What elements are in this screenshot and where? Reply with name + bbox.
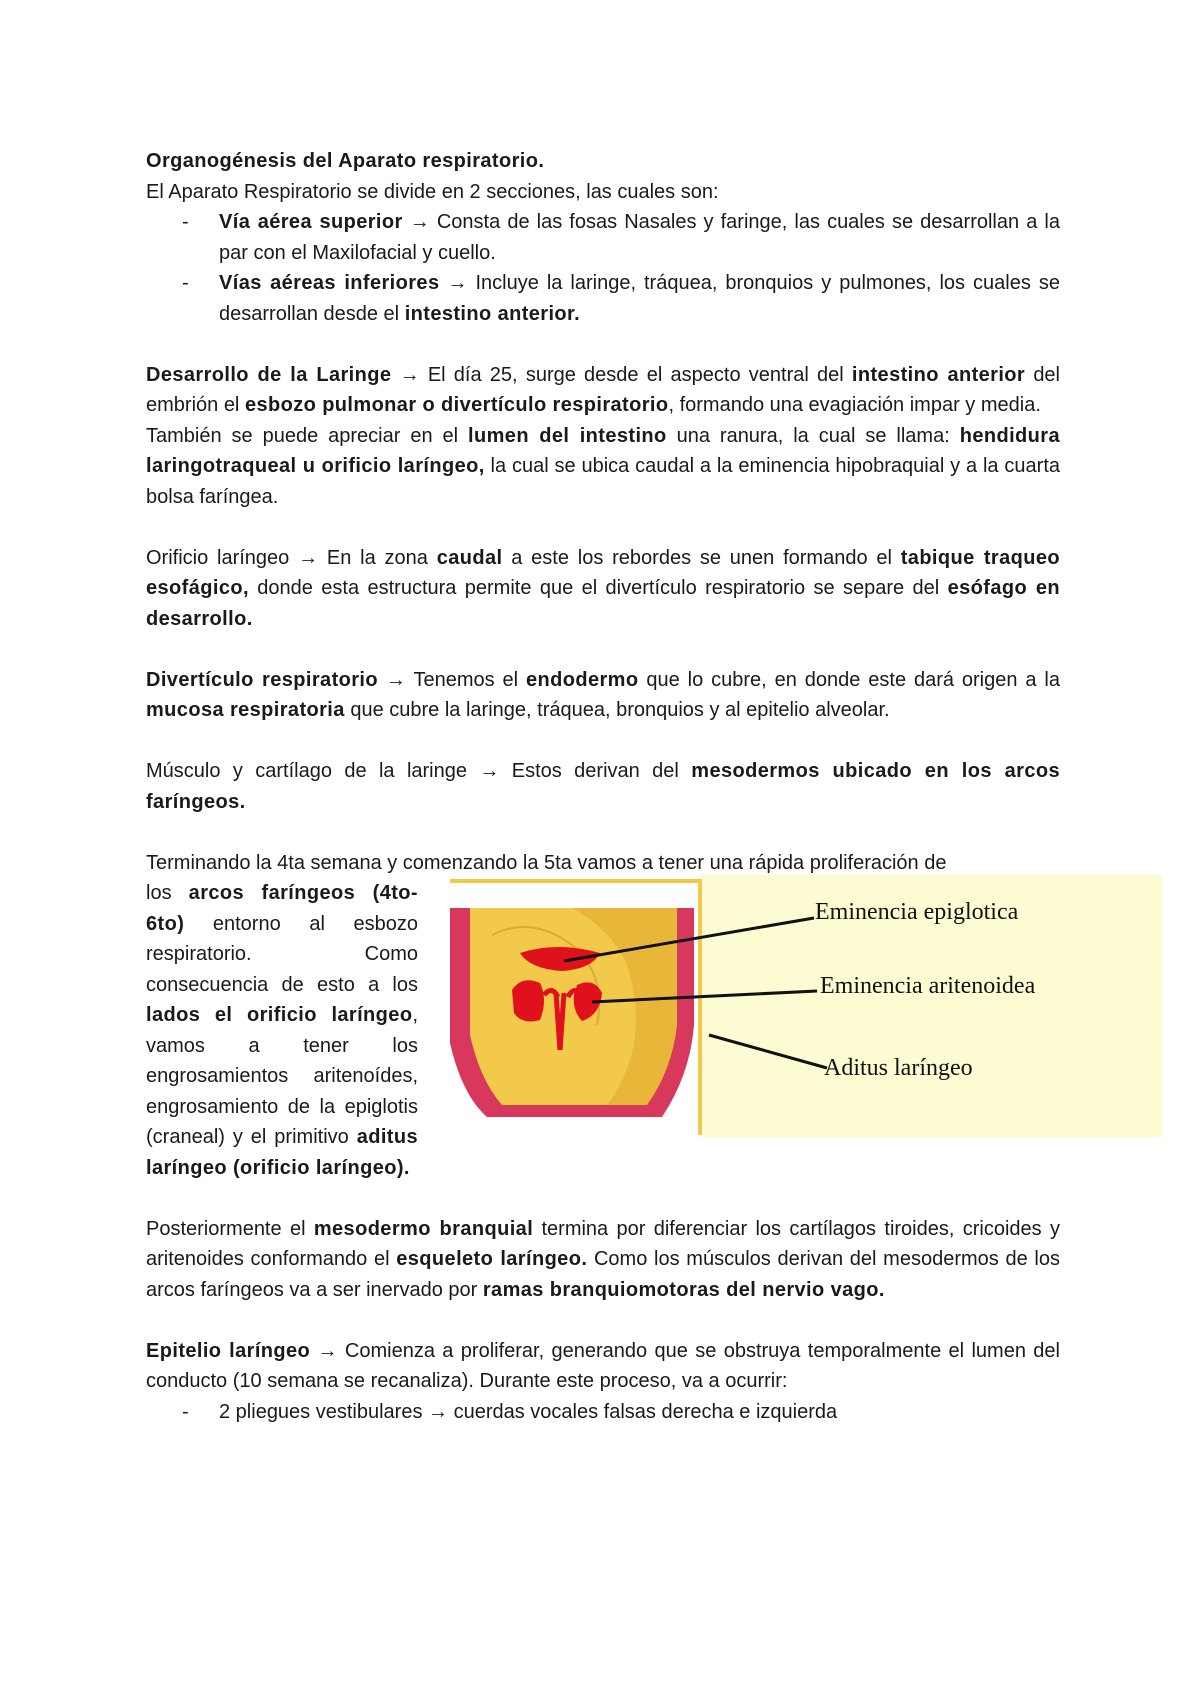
intro-paragraph: El Aparato Respiratorio se divide en 2 secciones, las cuales son:	[146, 180, 719, 203]
epitelio-paragraph: Epitelio laríngeo → Comienza a proliferar, generando que se obstruya temporalmente el lumen del conducto (10 semana se recanaliza). Durante este proceso, va a ocurrir:	[146, 1339, 1060, 1392]
list-item: - 2 pliegues vestibulares → cuerdas vocales falsas derecha e izquierda	[146, 1397, 1060, 1428]
label-eminencia-epiglotica: Eminencia epiglotica	[815, 899, 1019, 925]
label-eminencia-aritenoidea: Eminencia aritenoidea	[820, 973, 1036, 999]
diverticulo-paragraph: Divertículo respiratorio → Tenemos el endodermo que lo cubre, en donde este dará origen a la mucosa respiratoria que cubre la laringe, tráquea, bronquios y al epitelio alveolar.	[146, 668, 1060, 721]
musculo-paragraph: Músculo y cartílago de la laringe → Estos derivan del mesodermos ubicado en los arcos faríngeos.	[146, 760, 1060, 813]
arytenoid-eminence-left	[512, 980, 544, 1021]
label-aditus-laringeo: Aditus laríngeo	[824, 1055, 973, 1081]
epitelio-list	[146, 1397, 1060, 1428]
terminando-intro: Terminando la 4ta semana y comenzando la 5ta vamos a tener una rápida proliferación de	[146, 851, 947, 874]
laringe-paragraph-2: También se puede apreciar en el lumen del intestino una ranura, la cual se llama: hendidura laringotraqueal u orificio laríngeo, la cual se ubica caudal a la eminencia hipobraquial y a la cuarta bolsa faríngea.	[146, 424, 1060, 508]
list-item: - Vía aérea superior → Consta de las fosas Nasales y faringe, las cuales se desarrollan a la par con el Maxilofacial y cuello.	[146, 207, 1060, 268]
larynx-figure	[422, 875, 1162, 1137]
document-title: Organogénesis del Aparato respiratorio.	[146, 150, 545, 172]
laringe-paragraph: Desarrollo de la Laringe → El día 25, surge desde el aspecto ventral del intestino anterior del embrión el esbozo pulmonar o divertículo respiratorio, formando una evagiación impar y media.	[146, 363, 1061, 416]
sections-list	[146, 207, 1060, 329]
figure-row	[146, 878, 1060, 1183]
orificio-paragraph: Orificio laríngeo → En la zona caudal a este los rebordes se unen formando el tabique traqueo esofágico, donde esta estructura permite que el divertículo respiratorio se separe del esófago en desarrollo.	[146, 546, 1060, 630]
terminando-paragraph: los arcos faríngeos (4to-6to) entorno al esbozo respiratorio. Como consecuencia de esto a los lados el orificio laríngeo, vamos a tener los engrosamientos aritenoídes, engrosamiento de la epiglotis (craneal) y el primitivo aditus laríngeo (orificio laríngeo).	[146, 882, 418, 1179]
document-page	[146, 146, 1060, 1427]
list-item: - Vías aéreas inferiores → Incluye la laringe, tráquea, bronquios y pulmones, los cuales se desarrollan desde el intestino anterior.	[146, 268, 1060, 329]
posteriormente-paragraph: Posteriormente el mesodermo branquial termina por diferenciar los cartílagos tiroides, cricoides y aritenoides conformando el esqueleto laríngeo. Como los músculos derivan del mesodermos de los arcos faríngeos va a ser inervado por ramas branquiomotoras del nervio vago.	[146, 1217, 1060, 1301]
